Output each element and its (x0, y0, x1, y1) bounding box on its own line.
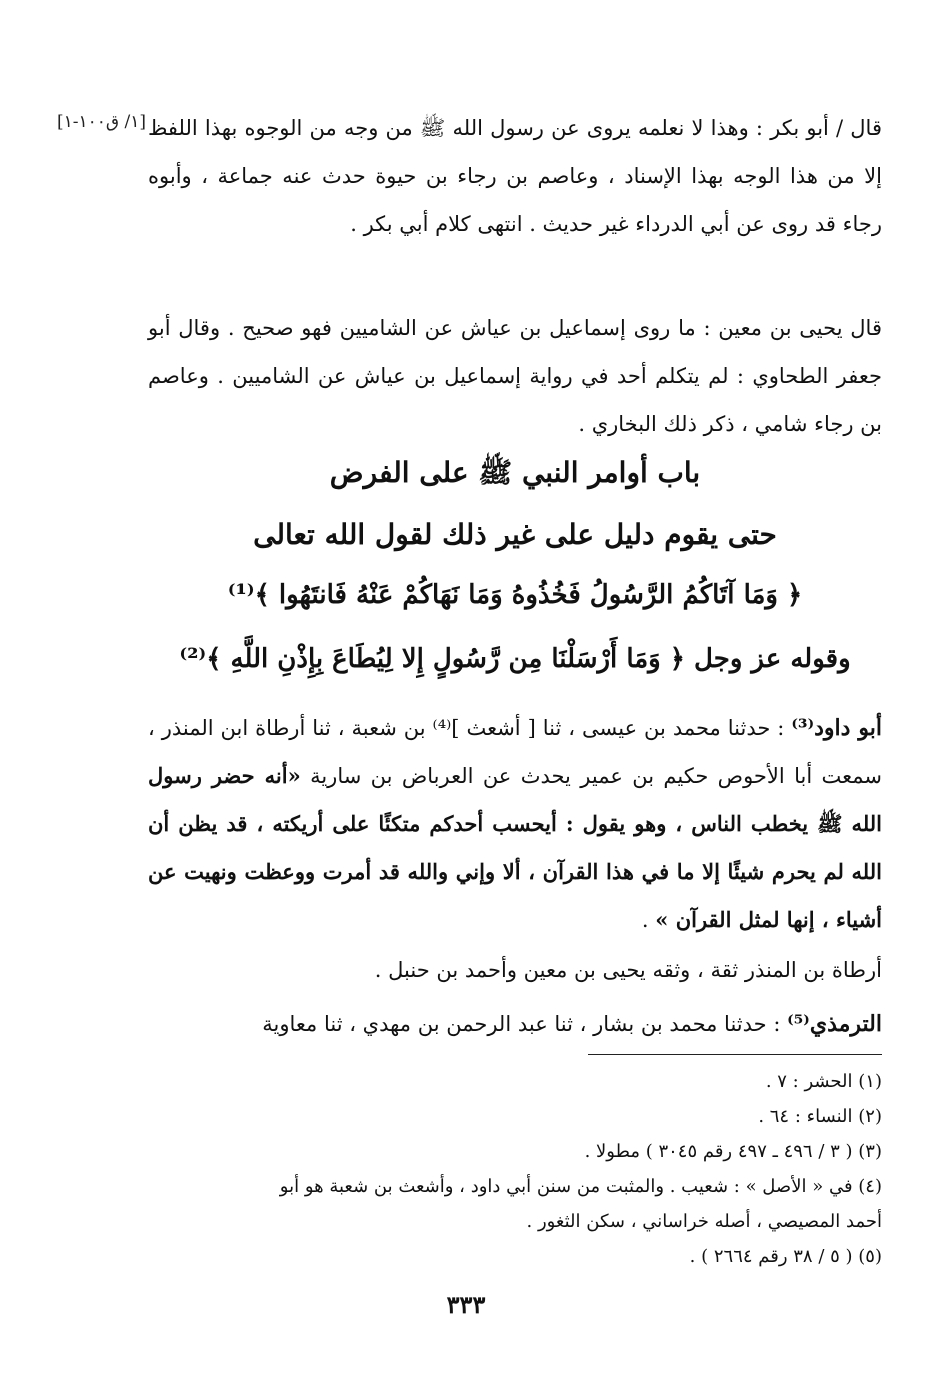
paragraph-tirmidhi (148, 1000, 882, 1048)
footnote-2: (٢) النساء : ٦٤ . (758, 1106, 882, 1127)
hadith-end: . (641, 908, 656, 932)
tirmidhi-isnad: : حدثنا محمد بن بشار ، ثنا عبد الرحمن بن مهدي ، ثنا معاوية (262, 1012, 781, 1036)
paragraph-ibn-main-tahawi: قال يحيى بن معين : ما روى إسماعيل بن عياش عن الشاميين فهو صحيح . وقال أبو جعفر الطحاوي : لم يتكلم أحد في رواية إسماعيل بن عياش عن الشاميين . وعاصم بن رجاء شامي ، ذكر ذلك البخاري . (148, 316, 882, 436)
chapter-title-line-2: حتى يقوم دليل على غير ذلك لقول الله تعالى (253, 518, 777, 551)
manuscript-folio-ref: [١/ ق١٠٠-١] (56, 112, 146, 132)
footnote-separator (588, 1054, 882, 1055)
page-number: ٣٣٣ (446, 1290, 486, 1319)
paragraph-abu-dawud-hadith (148, 704, 882, 944)
footnote-5: (٥) ( ٥ / ٣٨ رقم ٢٦٦٤ ) . (689, 1246, 882, 1267)
quran-verse-1: ﴿ وَمَا آتَاكُمُ الرَّسُولُ فَخُذُوهُ وَمَا نَهَاكُمْ عَنْهُ فَانتَهُوا ﴾⁽¹⁾ (227, 580, 803, 610)
source-tirmidhi: الترمذي⁽⁵⁾ (787, 1011, 882, 1037)
source-abu-dawud: أبو داود⁽³⁾ (791, 715, 882, 741)
hadith-matn: «أنه حضر رسول الله ﷺ يخطب الناس ، وهو يقول : أيحسب أحدكم متكئًا على أريكته ، قد يظن أن الله لم يحرم شيئًا إلا ما في هذا القرآن ، ألا وإني والله قد أمرت ووعظت ونهيت عن أشياء ، إنها لمثل القرآن » (148, 763, 882, 932)
isnad-text: : حدثنا محمد بن عيسى ، ثنا [ أشعث ]⁽⁴⁾ بن شعبة ، ثنا أرطاة ابن المنذر ، سمعت أبا الأحوص حكيم بن عمير يحدث عن العرباض بن سارية (148, 716, 883, 788)
footnote-4-continuation: أحمد المصيصي ، أصله خراساني ، سكن الثغور . (526, 1211, 882, 1232)
footnote-4: (٤) في « الأصل » : شعيب . والمثبت من سنن أبي داود ، وأشعث بن شعبة هو أبو (279, 1176, 882, 1197)
footnote-1: (١) الحشر : ٧ . (765, 1071, 882, 1092)
paragraph-artat-grading: أرطاة بن المنذر ثقة ، وثقه يحيى بن معين وأحمد بن حنبل . (374, 958, 882, 982)
quran-verse-2: وقوله عز وجل ﴿ وَمَا أَرْسَلْنَا مِن رَّسُولٍ إِلا لِيُطَاعَ بِإِذْنِ اللَّهِ ﴾⁽²⁾ (179, 644, 851, 674)
paragraph-abu-bakr: قال / أبو بكر : وهذا لا نعلمه يروى عن رسول الله ﷺ من وجه من الوجوه بهذا اللفظ إلا من هذا الوجه بهذا الإسناد ، وعاصم بن رجاء بن حيوة حدث عنه جماعة ، وأبوه رجاء قد روى عن أبي الدرداء غير حديث . انتهى كلام أبي بكر . (148, 116, 882, 236)
footnote-3: (٣) ( ٣ / ٤٩٦ ـ ٤٩٧ رقم ٣٠٤٥ ) مطولا . (584, 1141, 882, 1162)
chapter-title-line-1: باب أوامر النبي ﷺ على الفرض (329, 456, 701, 489)
footnotes (148, 1064, 882, 1274)
